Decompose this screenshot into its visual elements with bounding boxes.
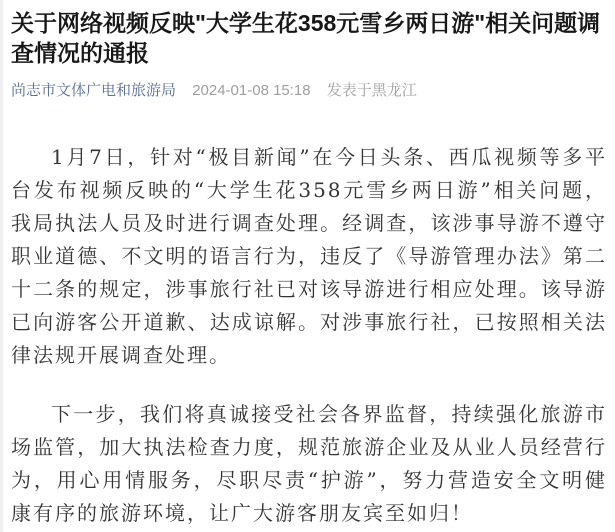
- paragraph-2: 下一步，我们将真诚接受社会各界监督，持续强化旅游市场监管，加大执法检查力度，规范旅游企业及从业人员经营行为，用心用情服务，尽职尽责“护游”，努力营造安全文明健康有序的旅游环境，让广大游客朋友宾至如归！: [11, 402, 607, 525]
- account-name-link[interactable]: 尚志市文体广电和旅游局: [11, 82, 177, 99]
- publish-date: 2024-01-08 15:18: [192, 82, 311, 99]
- article-meta: [11, 80, 607, 101]
- article-body: [11, 141, 607, 530]
- page-left-edge: [0, 0, 3, 532]
- paragraph-1: 1月7日，针对“极目新闻”在今日头条、西瓜视频等多平台发布视频反映的“大学生花358元雪乡两日游”相关问题，我局执法人员及时进行调查处理。经调查，该涉事导游不遵守职业道德、不文明的语言行为，违反了《导游管理办法》第二十二条的规定，涉事旅行社已对该导游进行相应处理。该导游已向游客公开道歉、达成谅解。对涉事旅行社，已按照相关法律法规开展调查处理。: [11, 145, 607, 367]
- article-title: 关于网络视频反映"大学生花358元雪乡两日游"相关问题调查情况的通报: [11, 10, 601, 66]
- publish-location: 发表于黑龙江: [326, 82, 417, 99]
